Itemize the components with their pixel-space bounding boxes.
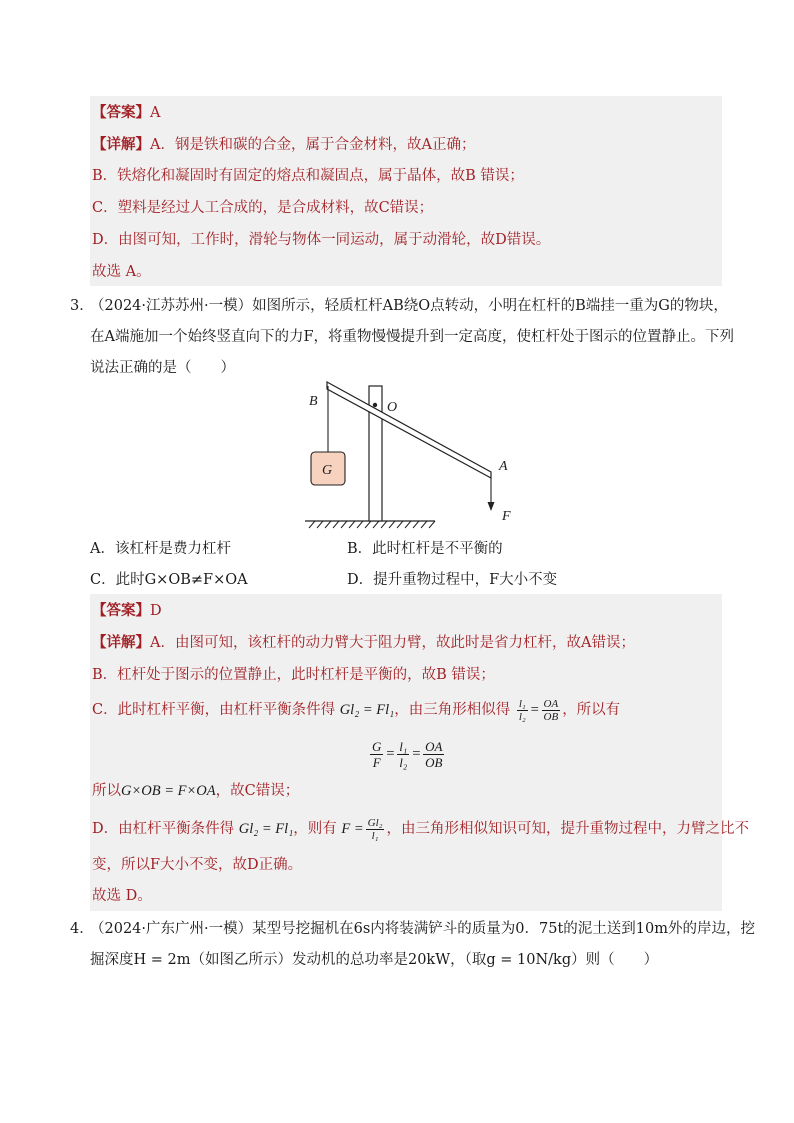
lever-bar: [327, 382, 491, 478]
q3-number: 3．: [70, 298, 94, 314]
ground-hatch: [309, 521, 435, 528]
frac-den: F: [372, 755, 381, 771]
frac-den: OB: [425, 755, 443, 771]
label-B: B: [309, 394, 318, 409]
line-d-eq: Gl₂ = Fl₁: [238, 821, 294, 837]
q3-detail-line-a: [92, 633, 635, 653]
q3-detail-line-d: [92, 809, 749, 849]
line-c-mid: ，由三角形相似得: [394, 702, 511, 718]
line-c-post: ，所以有: [562, 702, 621, 718]
q3-answer-line: [92, 601, 162, 621]
line-d-pre: D．由杠杆平衡条件得: [92, 821, 235, 837]
label-F: F: [502, 509, 511, 524]
detail-tag: 【详解】: [92, 136, 150, 153]
q3-conclusion: 故选 D。: [92, 888, 152, 904]
ratio-l1-l2: [517, 698, 528, 723]
q3-stem-line3: 说法正确的是（ ）: [90, 360, 235, 376]
fraction-gl2-l1: [366, 817, 385, 842]
so-pre: 所以: [92, 783, 121, 799]
label-G: G: [322, 463, 333, 478]
ratio-oa-ob: [542, 698, 561, 723]
q2-detail-line-d: D．由图可知，工作时，滑轮与物体一同运动，属于动滑轮，故D错误。: [92, 232, 551, 248]
q2-answer-line: [92, 103, 160, 123]
answer-tag: 【答案】: [92, 104, 150, 121]
q4-stem-line1: （2024·广东广州·一模）某型号挖掘机在6s内将装满铲斗的质量为0．75t的泥土送到10m外的岸边，挖: [90, 921, 755, 937]
q3-detail-line-c: C．此时杠杆平衡，由杠杆平衡条件得 Gl₂ = Fl₁，由三角形相似得 $\frac{\text{l₁}}{\text{l₂}}$ = $\frac{OA}{OB}$ ，所以有: [92, 697, 621, 723]
frac-num: OA: [425, 739, 443, 755]
q3-detail-line-d2: 变，所以F大小不变，故D正确。: [92, 857, 303, 873]
line-d-mid: ，则有: [293, 821, 337, 837]
q2-answer-box: [90, 96, 722, 286]
line-c-eq1: Gl₂ = Fl₁: [339, 702, 395, 718]
frac-num: l₁: [399, 739, 408, 755]
q4-number: 4．: [70, 921, 94, 937]
so-eq: G×OB = F×OA: [121, 783, 216, 799]
label-O: O: [387, 400, 398, 415]
q2-detail-line-c: C．塑料是经过人工合成的，是合成材料，故C错误；: [92, 200, 434, 216]
label-A: A: [499, 459, 508, 474]
centered-equation: $\frac{G}{F}$ = $\frac{\text{l₁}}{\text{l₂}}$ = $\frac{OA}{OB}$: [372, 739, 443, 771]
ratio-l1-l2: [397, 739, 409, 770]
answer-value: A: [150, 105, 161, 121]
frac-num: l₁: [518, 697, 526, 710]
frac-den: l₁: [371, 829, 379, 842]
frac-num: Gl₂: [367, 816, 383, 829]
q3-stem-line1: （2024·江苏苏州·一模）如图所示，轻质杠杆AB绕O点转动，小明在杠杆的B端挂一重为G的物块，: [90, 298, 728, 314]
detail-text: A．钢是铁和碳的合金，属于合金材料，故A正确；: [150, 137, 476, 153]
frac-den: OB: [543, 710, 559, 723]
q4-stem-line2: 掘深度H = 2m（如图乙所示）发动机的总功率是20kW，（取g = 10N/kg）则（ ）: [90, 952, 659, 968]
so-post: ，故C错误；: [215, 783, 300, 799]
q3-option-c[interactable]: C．此时G×OB≠F×OA: [90, 572, 248, 588]
line-d-post: ，由三角形相似知识可知，提升重物过程中，力臂之比不: [386, 821, 749, 837]
frac-num: OA: [543, 697, 559, 710]
frac-den: l₂: [399, 755, 408, 771]
frac-den: l₂: [518, 710, 526, 723]
force-arrow-head: [488, 502, 495, 511]
ratio-oa-ob: [423, 739, 444, 770]
q2-detail-line-b: B．铁熔化和凝固时有固定的熔点和凝固点，属于晶体，故B 错误；: [92, 168, 524, 184]
q3-so-line: [92, 781, 299, 801]
q2-detail-line-a: [92, 135, 475, 155]
detail-text: A．由图可知，该杠杆的动力臂大于阻力臂，故此时是省力杠杆，故A错误；: [150, 635, 635, 651]
detail-tag: 【详解】: [92, 634, 150, 651]
q3-stem-line2: 在A端施加一个始终竖直向下的力F，将重物慢慢提升到一定高度，使杠杆处于图示的位置静止。下列: [90, 329, 735, 345]
answer-value: D: [150, 603, 162, 619]
q2-conclusion: 故选 A。: [92, 264, 151, 280]
pivot-point: [373, 403, 377, 407]
lever-diagram: [295, 378, 535, 538]
answer-tag: 【答案】: [92, 602, 150, 619]
ratio-g-f: [370, 739, 383, 770]
q3-option-d[interactable]: D．提升重物过程中，F大小不变: [347, 572, 558, 588]
frac-num: G: [372, 739, 382, 755]
line-d-F: F =: [341, 821, 364, 837]
line-c-pre: C．此时杠杆平衡，由杠杆平衡条件得: [92, 702, 336, 718]
q3-detail-line-b: B．杠杆处于图示的位置静止，此时杠杆是平衡的，故B 错误；: [92, 667, 495, 683]
q3-option-b[interactable]: B．此时杠杆是不平衡的: [347, 541, 503, 557]
q3-option-a[interactable]: A．该杠杆是费力杠杆: [90, 541, 231, 557]
